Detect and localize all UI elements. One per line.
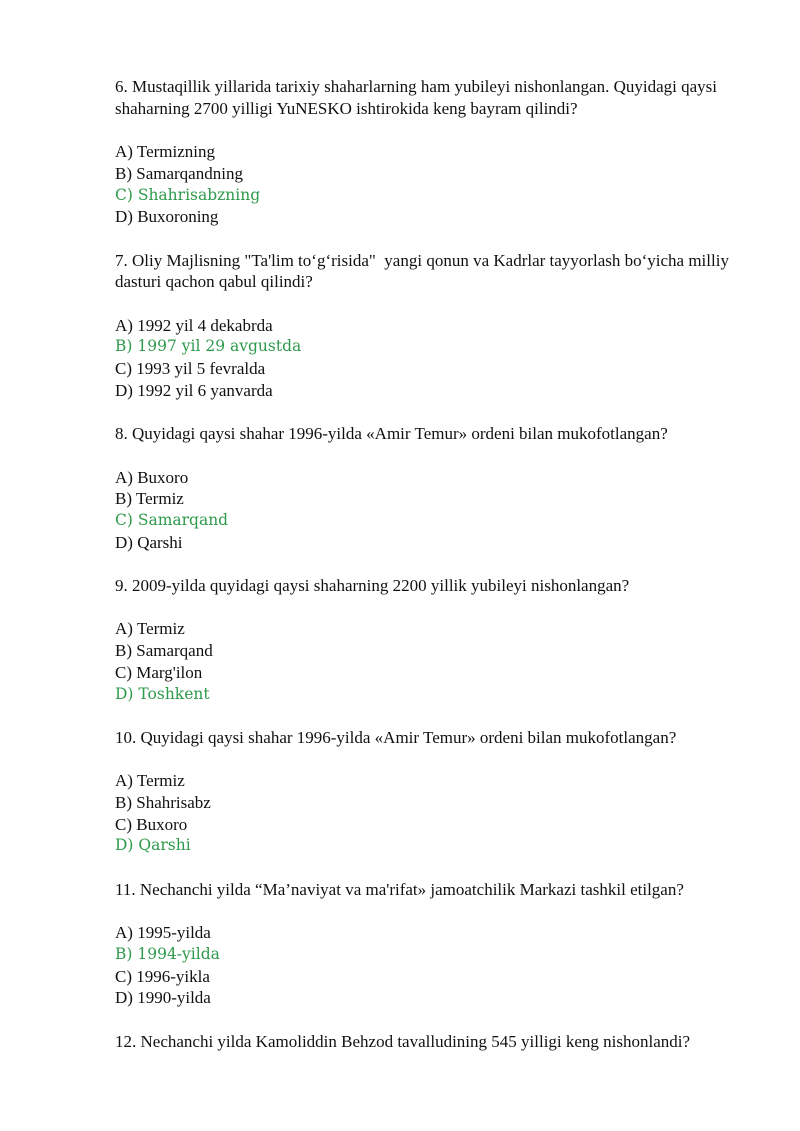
answer-options	[115, 618, 755, 705]
question-text: 12. Nechanchi yilda Kamoliddin Behzod tavalludining 545 yilligi keng nishonlandi?	[115, 1031, 691, 1051]
option-c-correct: C) Samarqand	[115, 510, 229, 529]
option-c: C) 1993 yil 5 fevralda	[115, 359, 266, 379]
answer-options	[115, 467, 755, 554]
option-b: B) Termiz	[115, 489, 184, 509]
option-d-correct: D) Toshkent	[115, 684, 210, 703]
option-d: D) 1992 yil 6 yanvarda	[115, 380, 273, 400]
question-text: 9. 2009-yilda quyidagi qaysi shaharning 2200 yillik yubileyi nishonlangan?	[115, 576, 630, 596]
answer-options	[115, 922, 755, 1009]
option-b: B) Shahrisabz	[115, 793, 211, 813]
option-d: D) 1990-yilda	[115, 988, 211, 1008]
option-b: B) Samarqandning	[115, 163, 243, 183]
question-9	[115, 575, 755, 705]
option-a: A) Termiz	[115, 771, 185, 791]
question-text: 8. Quyidagi qaysi shahar 1996-yilda «Amir Temur» ordeni bilan mukofotlangan?	[115, 424, 668, 444]
question-text: 11. Nechanchi yilda “Ma’naviyat va ma'rifat» jamoatchilik Markazi tashkil etilgan?	[115, 879, 684, 899]
answer-options	[115, 315, 755, 402]
option-a: A) Termizning	[115, 142, 215, 162]
option-a: A) Buxoro	[115, 467, 189, 487]
option-c: C) Marg'ilon	[115, 662, 203, 682]
question-text: 10. Quyidagi qaysi shahar 1996-yilda «Amir Temur» ordeni bilan mukofotlangan?	[115, 727, 677, 747]
option-b: B) Samarqand	[115, 641, 213, 661]
option-d: D) Buxoroning	[115, 207, 219, 227]
option-b-correct: B) 1994-yilda	[115, 944, 220, 963]
question-7	[115, 250, 755, 402]
option-d: D) Qarshi	[115, 532, 183, 552]
question-8	[115, 423, 755, 553]
option-d-correct: D) Qarshi	[115, 836, 191, 855]
question-text: 6. Mustaqillik yillarida tarixiy shaharlarning ham yubileyi nishonlangan. Quyidagi qaysi shaharning 2700 yilligi YuNESKO ishtirokida keng bayram qilindi?	[115, 77, 722, 118]
answer-options	[115, 770, 755, 857]
option-c-correct: C) Shahrisabzning	[115, 185, 261, 204]
option-c: C) 1996-yikla	[115, 966, 210, 986]
option-a: A) 1992 yil 4 dekabrda	[115, 315, 273, 335]
question-11	[115, 879, 755, 1009]
question-text: 7. Oliy Majlisning "Ta'lim to‘g‘risida" yangi qonun va Kadrlar tayyorlash bo‘yicha milliy dasturi qachon qabul qilindi?	[115, 250, 734, 292]
option-a: A) Termiz	[115, 619, 185, 639]
option-b-correct: B) 1997 yil 29 avgustda	[115, 337, 302, 356]
option-c: C) Buxoro	[115, 814, 188, 834]
document-page	[115, 76, 755, 1074]
question-12	[115, 1031, 755, 1053]
option-a: A) 1995-yilda	[115, 923, 211, 943]
question-6	[115, 76, 755, 228]
answer-options	[115, 141, 755, 228]
question-10	[115, 727, 755, 857]
